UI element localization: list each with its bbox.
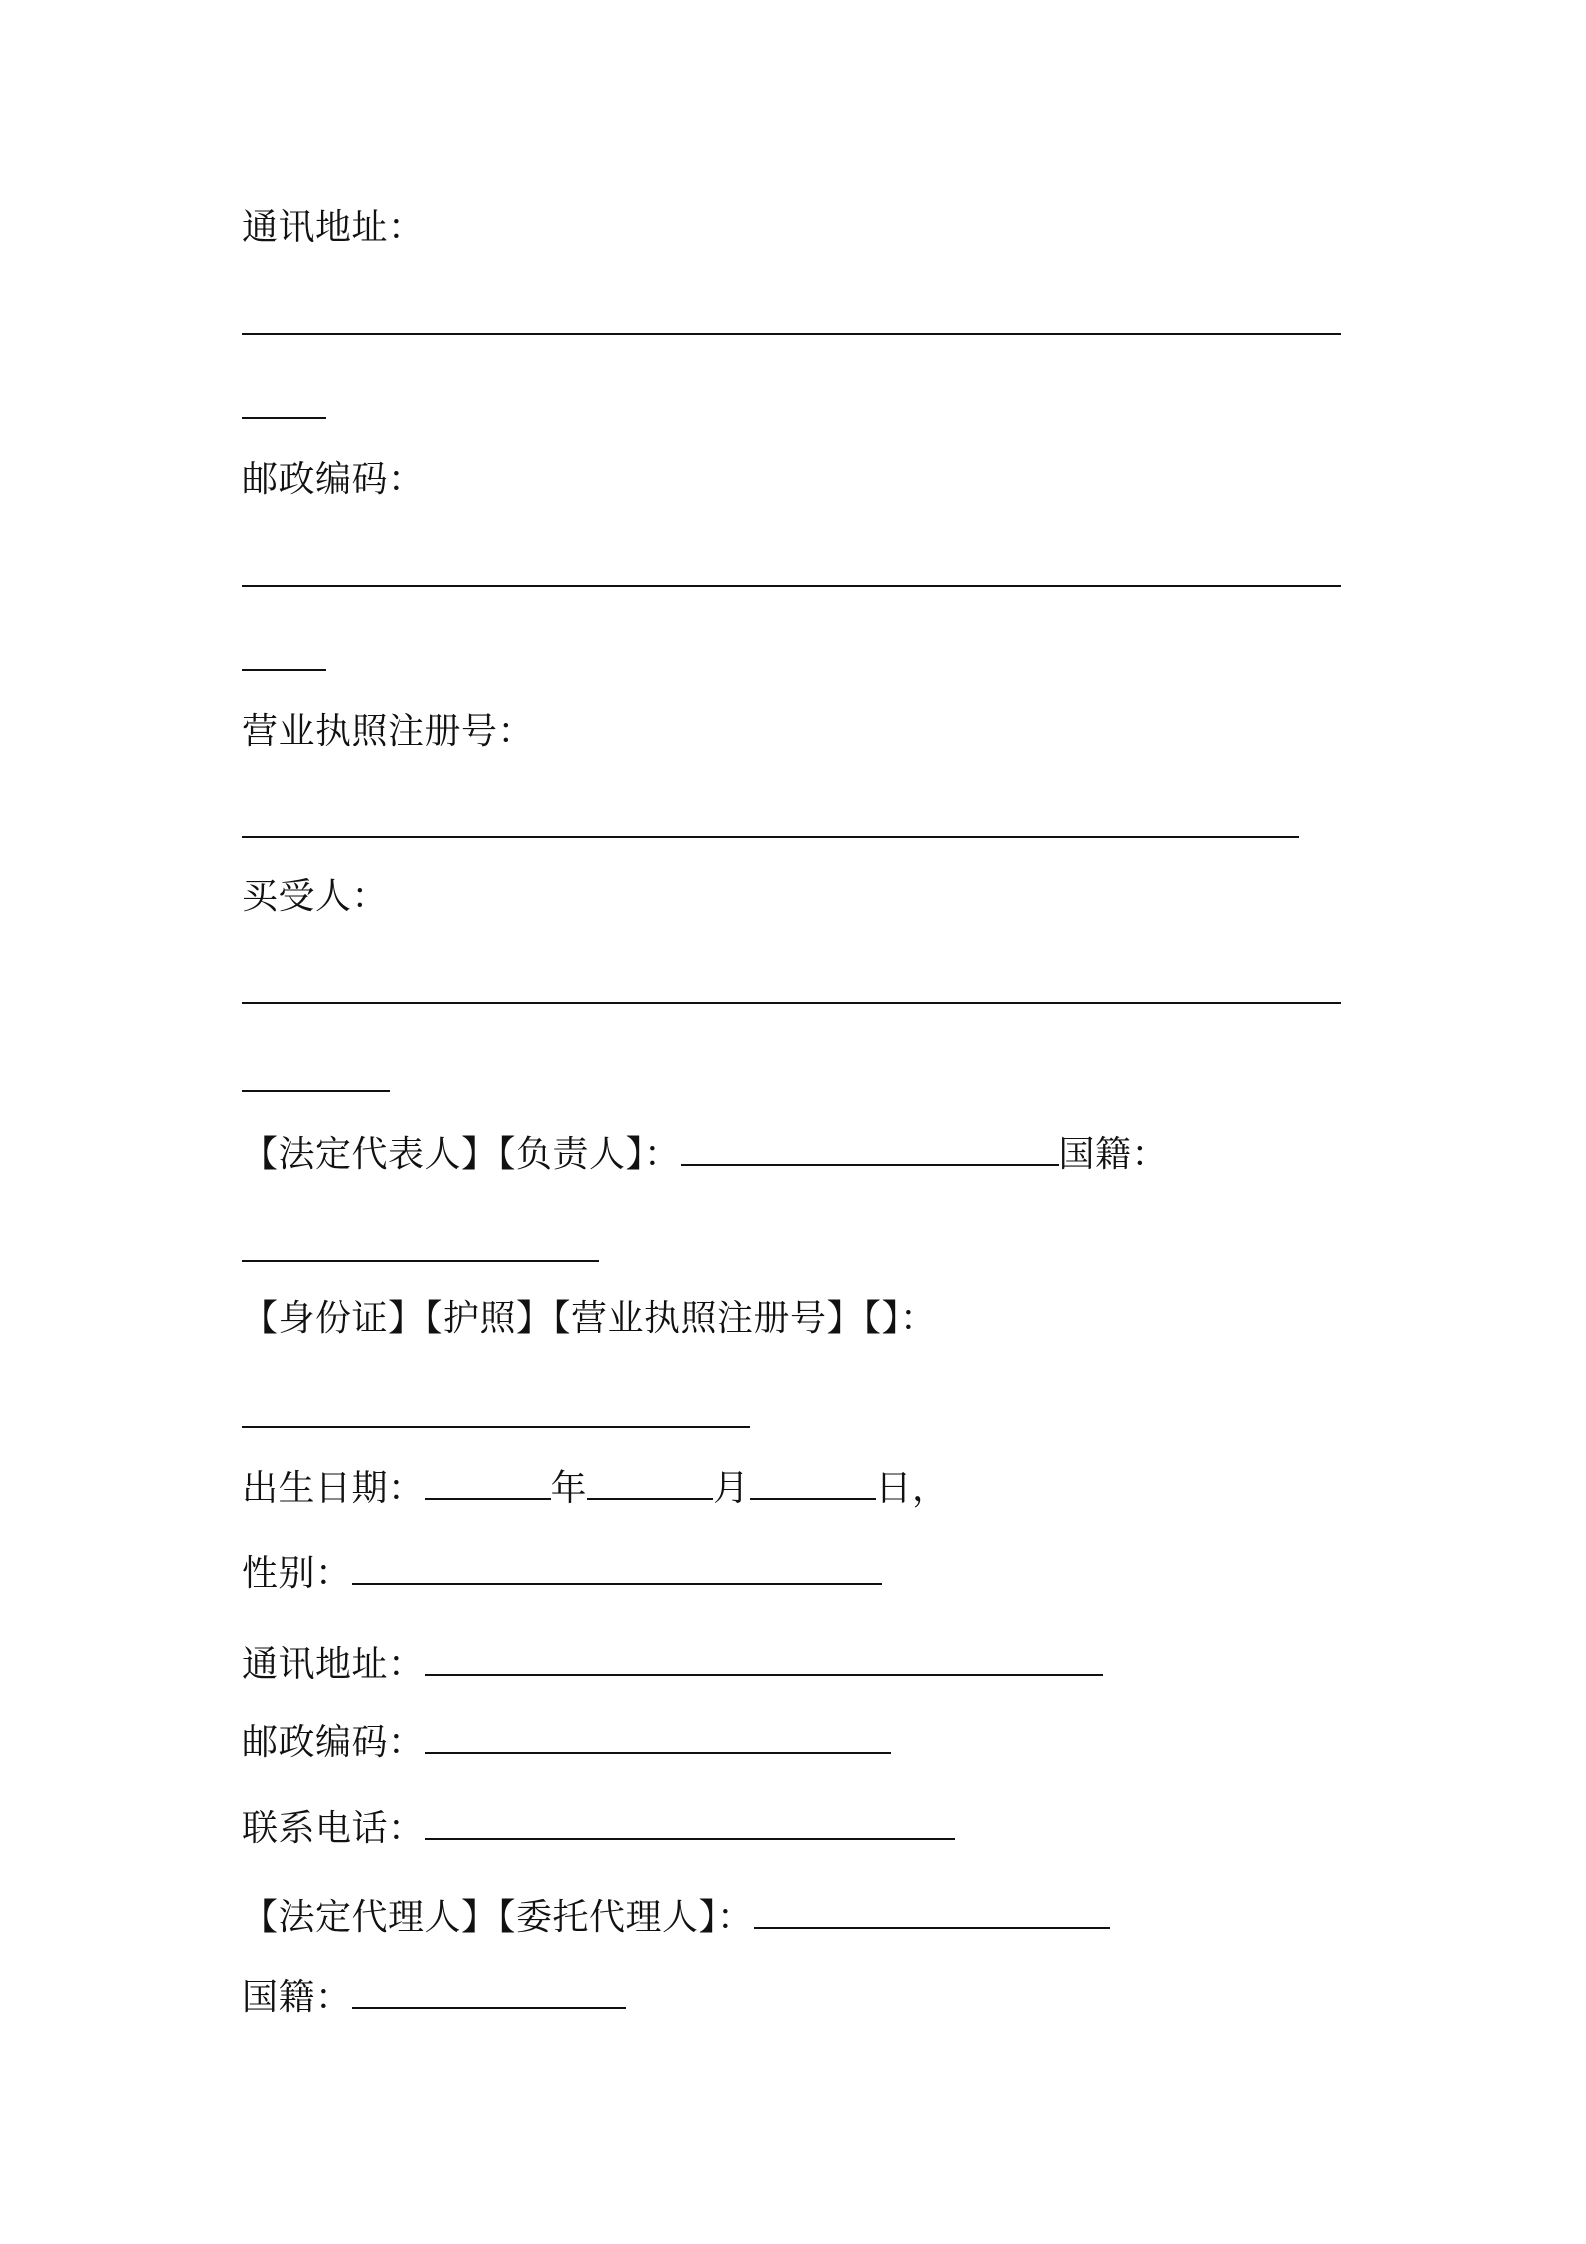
postal-blank[interactable]	[425, 1716, 891, 1754]
seller-postal-blank[interactable]	[242, 585, 1341, 587]
phone-blank[interactable]	[425, 1802, 955, 1840]
buyer-label: 买受人：	[242, 876, 389, 917]
gender-blank[interactable]	[352, 1547, 882, 1585]
birth-row	[242, 1462, 949, 1514]
month-label: 月	[713, 1468, 750, 1509]
agent-nationality-label: 国籍：	[242, 1977, 352, 2018]
seller-address-blank[interactable]	[242, 333, 1341, 335]
postal-label: 邮政编码：	[242, 1722, 425, 1763]
agent-row	[242, 1891, 1110, 1943]
address-blank[interactable]	[425, 1638, 1103, 1676]
buyer-rep-blank[interactable]	[681, 1128, 1059, 1166]
year-label: 年	[550, 1468, 588, 1509]
birth-day-blank[interactable]	[750, 1462, 876, 1500]
address-row	[242, 1638, 1103, 1690]
gender-label: 性别：	[242, 1553, 352, 1594]
birth-label: 出生日期：	[242, 1468, 425, 1509]
buyer-blank-continued[interactable]	[242, 1090, 390, 1092]
postal-row	[242, 1716, 891, 1768]
id-label: 【身份证】【护照】【营业执照注册号】【】：	[242, 1298, 937, 1339]
seller-postal-label: 邮政编码：	[242, 459, 425, 500]
id-blank[interactable]	[242, 1426, 750, 1428]
seller-address-blank-continued[interactable]	[242, 417, 326, 419]
nationality-blank[interactable]	[242, 1260, 599, 1262]
birth-year-blank[interactable]	[425, 1462, 551, 1500]
seller-license-blank[interactable]	[242, 836, 1299, 838]
seller-license-label: 营业执照注册号：	[242, 711, 535, 752]
birth-month-blank[interactable]	[587, 1462, 713, 1500]
agent-blank[interactable]	[754, 1891, 1110, 1929]
agent-nationality-row	[242, 1971, 626, 2023]
agent-label: 【法定代理人】【委托代理人】：	[242, 1897, 754, 1938]
agent-nationality-blank[interactable]	[352, 1971, 626, 2009]
buyer-blank[interactable]	[242, 1002, 1341, 1004]
address-label: 通讯地址：	[242, 1644, 425, 1685]
phone-row	[242, 1802, 955, 1854]
seller-address-label: 通讯地址：	[242, 207, 425, 248]
day-label: 日，	[875, 1468, 949, 1509]
phone-label: 联系电话：	[242, 1808, 425, 1849]
nationality-label: 国籍：	[1058, 1134, 1169, 1175]
buyer-rep-label: 【法定代表人】【负责人】：	[242, 1134, 681, 1175]
gender-row	[242, 1547, 882, 1599]
seller-postal-blank-continued[interactable]	[242, 669, 326, 671]
buyer-rep-row	[242, 1128, 1168, 1180]
